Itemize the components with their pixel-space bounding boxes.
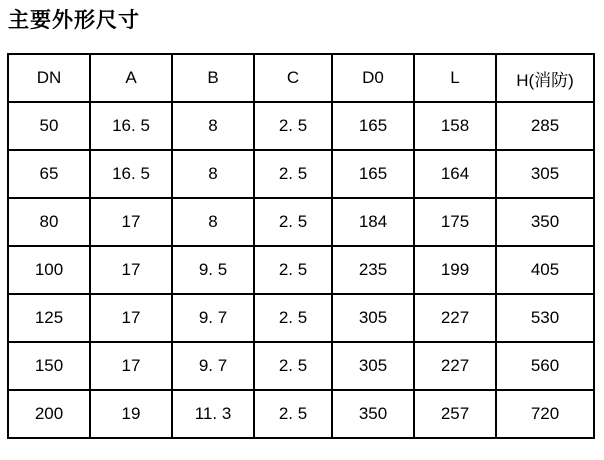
dimensions-table	[7, 53, 595, 439]
table-cell: 350	[332, 390, 414, 438]
table-row	[8, 198, 594, 246]
table-cell: 17	[90, 294, 172, 342]
table-cell: 125	[8, 294, 90, 342]
table-cell: 19	[90, 390, 172, 438]
table-cell: 80	[8, 198, 90, 246]
table-cell: 17	[90, 246, 172, 294]
table-cell: 560	[496, 342, 594, 390]
page-title: 主要外形尺寸	[8, 8, 140, 32]
table-cell: 50	[8, 102, 90, 150]
table-cell: 150	[8, 342, 90, 390]
table-cell: 8	[172, 198, 254, 246]
table-cell: 165	[332, 150, 414, 198]
table-cell: 16. 5	[90, 102, 172, 150]
table-cell: 405	[496, 246, 594, 294]
column-header-b: B	[172, 54, 254, 102]
table-row	[8, 390, 594, 438]
table-cell: 165	[332, 102, 414, 150]
table-cell: 17	[90, 198, 172, 246]
table-cell: 16. 5	[90, 150, 172, 198]
table-header-row	[8, 54, 594, 102]
table-cell: 227	[414, 294, 496, 342]
table-cell: 530	[496, 294, 594, 342]
column-header-l: L	[414, 54, 496, 102]
table-cell: 2. 5	[254, 342, 332, 390]
column-header-d0: D0	[332, 54, 414, 102]
table-cell: 11. 3	[172, 390, 254, 438]
column-header-a: A	[90, 54, 172, 102]
table-cell: 305	[332, 294, 414, 342]
table-cell: 184	[332, 198, 414, 246]
table-cell: 257	[414, 390, 496, 438]
table-cell: 2. 5	[254, 150, 332, 198]
table-row	[8, 294, 594, 342]
table-row	[8, 246, 594, 294]
table-cell: 235	[332, 246, 414, 294]
table-row	[8, 150, 594, 198]
table-cell: 305	[496, 150, 594, 198]
table-cell: 227	[414, 342, 496, 390]
table-cell: 350	[496, 198, 594, 246]
column-header-dn: DN	[8, 54, 90, 102]
table-cell: 175	[414, 198, 496, 246]
table-cell: 2. 5	[254, 246, 332, 294]
table-cell: 199	[414, 246, 496, 294]
table-cell: 200	[8, 390, 90, 438]
table-cell: 100	[8, 246, 90, 294]
table-cell: 65	[8, 150, 90, 198]
table-cell: 2. 5	[254, 102, 332, 150]
table-cell: 158	[414, 102, 496, 150]
table-cell: 2. 5	[254, 294, 332, 342]
table-cell: 17	[90, 342, 172, 390]
table-cell: 9. 5	[172, 246, 254, 294]
table-row	[8, 102, 594, 150]
table-cell: 2. 5	[254, 198, 332, 246]
table-row	[8, 342, 594, 390]
column-header-h-fire: H(消防)	[496, 54, 594, 102]
table-cell: 164	[414, 150, 496, 198]
table-cell: 305	[332, 342, 414, 390]
table-cell: 9. 7	[172, 294, 254, 342]
table-cell: 8	[172, 150, 254, 198]
table-cell: 8	[172, 102, 254, 150]
table-cell: 720	[496, 390, 594, 438]
table-cell: 285	[496, 102, 594, 150]
table-cell: 2. 5	[254, 390, 332, 438]
table-cell: 9. 7	[172, 342, 254, 390]
table-body	[8, 102, 594, 438]
column-header-c: C	[254, 54, 332, 102]
